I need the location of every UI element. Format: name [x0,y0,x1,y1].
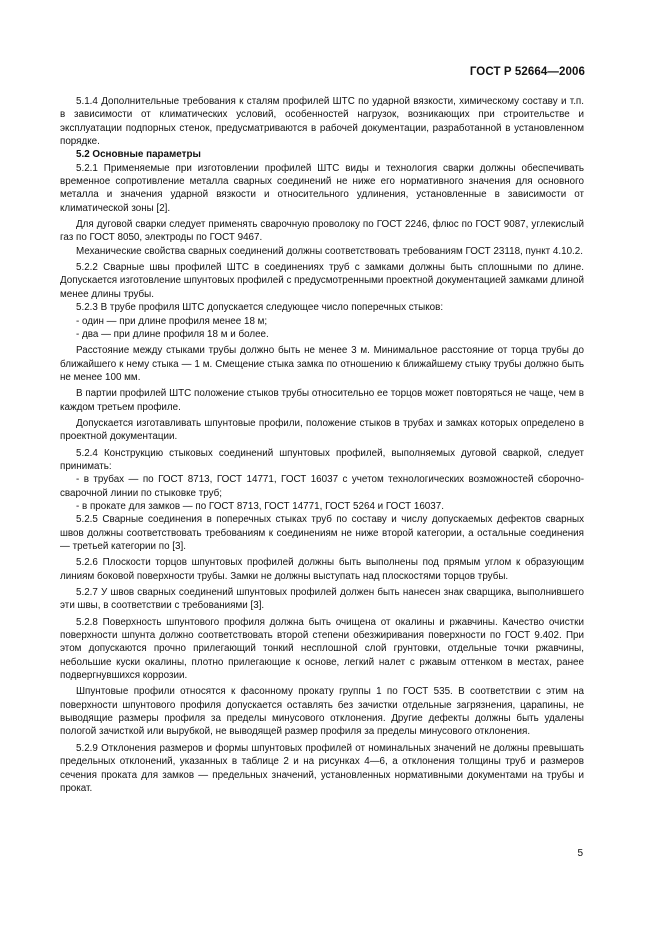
clause-5-2-1: 5.2.1 Применяемые при изготовлении профилей ШТС виды и технология сварки должны обеспечивать временное сопротивление металла сварных соединений не ниже его нормативного значения для основного металла и значения ударной вязкости и относительного удлинения, установленные в зависимости от климатической зоны [2]. [60,162,584,214]
clause-5-2-3: 5.2.3 В трубе профиля ШТС допускается следующее число поперечных стыков: [76,302,444,314]
paragraph-profile-group: Шпунтовые профили относятся к фасонному прокату группы 1 по ГОСТ 535. В соответствии с этим на поверхности шпунтового профиля допускается оставлять без зачистки отдельные загрязнения, царапины, не выводящие размеры профиля за пределы минусового отклонения. Другие дефекты должны быть удалены пологой зачисткой или вырубкой, не выводящей размер профиля за пределы минусового отклонения. [60,686,584,738]
document-body [60,95,584,795]
clause-5-2-6: 5.2.6 Плоскости торцов шпунтовых профилей должны быть выполнены под прямым углом к образующим линиям боковой поверхности трубы. Замки не должны выступать над плоскостями торцов трубы. [60,557,584,582]
list-item-pipes: - в трубах — по ГОСТ 8713, ГОСТ 14771, ГОСТ 16037 с учетом технологических возможностей сборочно-сварочной линии по стыковке труб; [60,474,584,499]
clause-5-2-8: 5.2.8 Поверхность шпунтового профиля должна быть очищена от окалины и ржавчины. Качество очистки поверхности шпунта должно соответствовать второй степени обезжиривания поверхности по ГОСТ 9.402. При этом допускаются прочно прилегающий тонкий несплошной слой грунтовки, отдельные точки ржавчины, небольшие куски окалины, плотно прилегающие к основе, легкий налет с ржавым оттенком в местах, ранее подвергнувшихся коррозии. [60,616,584,682]
clause-5-2-2: 5.2.2 Сварные швы профилей ШТС в соединениях труб с замками должны быть сплошными по длине. Допускается изготовление шпунтовых профилей с предусмотренными проектной документацией замками длиной менее длины трубы. [60,262,584,300]
clause-5-2-9: 5.2.9 Отклонения размеров и формы шпунтовых профилей от номинальных значений не должны превышать предельных отклонений, указанных в таблице 2 и на рисунках 4—6, а отклонения толщины труб и размеров сечения проката для замков — предельных значений, установленных нормативными документами на трубы и прокат. [60,742,584,794]
clause-5-1-4: 5.1.4 Дополнительные требования к сталям профилей ШТС по ударной вязкости, химическому составу и т.п. в зависимости от климатических условий, особенностей нагрузок, возникающих при строительстве и эксплуатации подпорных стенок, предусматриваются в рабочей документации, разработанной в установленном порядке. [60,96,584,148]
clause-5-2-5: 5.2.5 Сварные соединения в поперечных стыках труб по составу и числу допускаемых дефектов сварных швов должны соответствовать требованиям к соединениям не ниже второй категории, а остальные соединения — третьей категории по [3]. [60,514,584,552]
paragraph-batch-joints: В партии профилей ШТС положение стыков трубы относительно ее торцов может повторяться не чаще, чем в каждом третьем профиле. [60,388,584,413]
list-item-one-joint: - один — при длине профиля менее 18 м; [76,315,268,327]
list-item-two-joints: - два — при длине профиля 18 м и более. [76,328,269,340]
paragraph-mechanical-properties: Механические свойства сварных соединений должны соответствовать требованиям ГОСТ 23118, пункт 4.10.2. [76,245,583,257]
paragraph-joint-distance: Расстояние между стыками трубы должно быть не менее 3 м. Минимальное расстояние от торца трубы до ближайшего к нему стыка — 1 м. Смещение стыка замка по отношению к ближайшему стыку трубы должно быть не менее 100 мм. [60,345,584,383]
document-header: ГОСТ Р 52664—2006 [469,66,585,78]
paragraph-welding-materials: Для дуговой сварки следует применять сварочную проволоку по ГОСТ 2246, флюс по ГОСТ 9087, углекислый газ по ГОСТ 8050, электроды по ГОСТ 9467. [60,219,584,244]
section-heading-5-2: 5.2 Основные параметры [76,149,201,161]
clause-5-2-4: 5.2.4 Конструкцию стыковых соединений шпунтовых профилей, выполняемых дуговой сваркой, следует принимать: [60,447,584,472]
list-item-lock-steel: - в прокате для замков — по ГОСТ 8713, ГОСТ 14771, ГОСТ 5264 и ГОСТ 16037. [76,500,444,512]
clause-5-2-7: 5.2.7 У швов сварных соединений шпунтовых профилей должен быть нанесен знак сварщика, выполнившего эти швы, в соответствии с требованиями [3]. [60,587,584,612]
paragraph-allowed-design: Допускается изготавливать шпунтовые профили, положение стыков в трубах и замках которых определено в проектной документации. [60,417,584,443]
page-number: 5 [577,848,583,859]
